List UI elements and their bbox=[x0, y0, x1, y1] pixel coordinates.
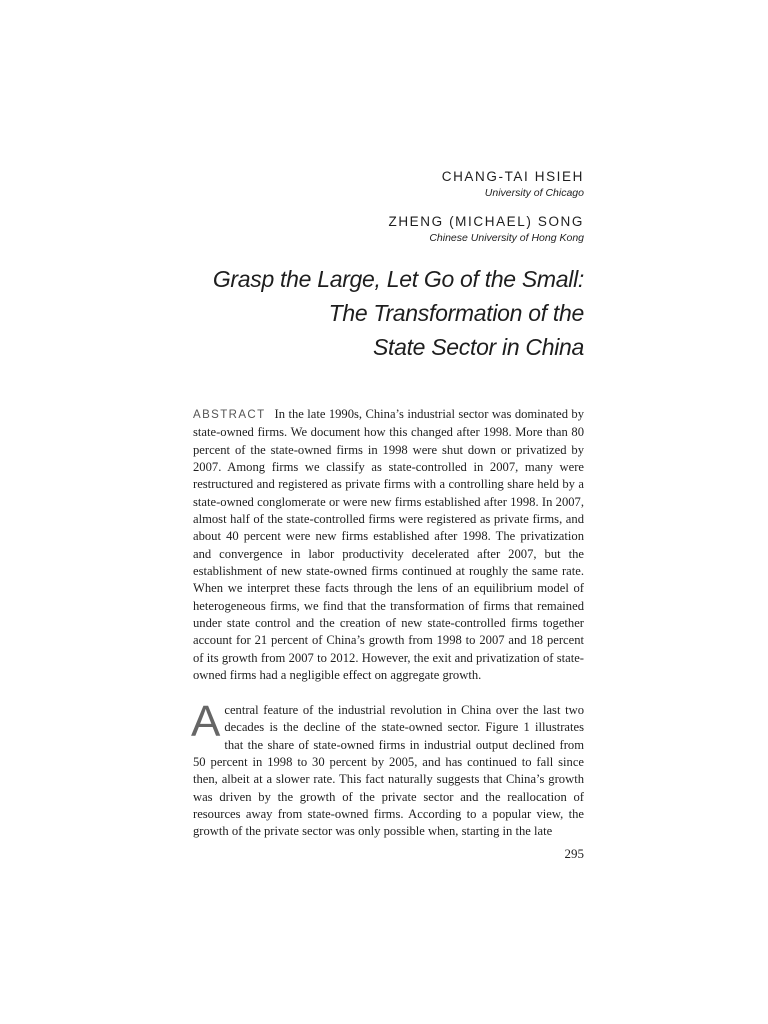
author-affiliation: University of Chicago bbox=[484, 187, 584, 199]
author-block bbox=[184, 213, 584, 245]
title-line: State Sector in China bbox=[372, 334, 584, 360]
author-block bbox=[184, 168, 584, 200]
abstract-text: In the late 1990s, China’s industrial sector was dominated by state-owned firms. We document how this changed after 1998. More than 80 percent of the state-owned firms in 1998 were shut down or privatized by 2007. Among firms we classify as state-controlled in 2007, many were restructured and registered as private firms with a controlling share held by a state-owned conglomerate or were new firms established after 1998. In 2007, almost half of the state-controlled firms were registered as private firms, and about 40 percent were new firms established after 1998. The privatization and convergence in labor productivity decelerated after 2007, but the establishment of new state-owned firms continued at roughly the same rate. When we interpret these facts through the lens of an equilibrium model of heterogeneous firms, we find that the transformation of firms that remained under state control and the creation of new state-controlled firms together account for 21 percent of China’s growth from 1998 to 2007 and 18 percent of its growth from 2007 to 2012. However, the exit and privatization of state-owned firms had a negligible effect on aggregate growth. bbox=[193, 407, 584, 683]
body-text: central feature of the industrial revolution in China over the last two decades is the decline of the state-owned sector. Figure 1 illustrates that the share of state-owned firms in industrial output declined from 50 percent in 1998 to 30 percent by 2005, and has continued to fall since then, albeit at a slower rate. This fact naturally suggests that China’s growth was driven by the growth of the private sector and the reallocation of resources away from state-owned firms. According to a popular view, the growth of the private sector was only possible when, starting in the late bbox=[193, 703, 584, 839]
paper-title bbox=[164, 262, 584, 364]
author-name: CHANG-TAI HSIEH bbox=[441, 169, 584, 184]
author-affiliation: Chinese University of Hong Kong bbox=[429, 232, 584, 244]
title-line: The Transformation of the bbox=[328, 300, 584, 326]
abstract bbox=[193, 406, 584, 685]
author-name: ZHENG (MICHAEL) SONG bbox=[388, 214, 584, 229]
title-line: Grasp the Large, Let Go of the Small: bbox=[212, 266, 584, 292]
body-paragraph bbox=[191, 697, 584, 841]
abstract-label: ABSTRACT bbox=[193, 409, 266, 421]
dropcap: A bbox=[191, 697, 221, 746]
page-number: 295 bbox=[564, 846, 584, 861]
author-list bbox=[184, 168, 584, 245]
